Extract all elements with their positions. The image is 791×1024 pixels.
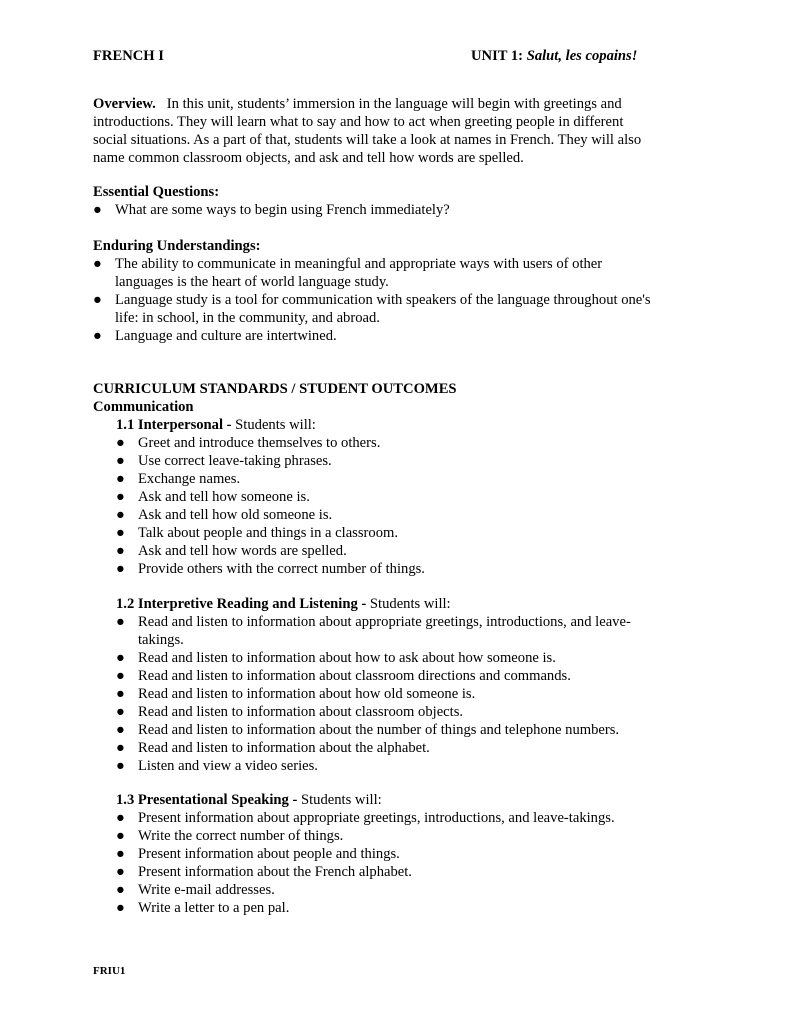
bullet-icon: ● (116, 722, 125, 738)
standards-heading: CURRICULUM STANDARDS / STUDENT OUTCOMES (93, 381, 457, 397)
list-item: ● Read and listen to information about the alphabet. (116, 740, 430, 756)
bullet-icon: ● (116, 828, 125, 844)
bullet-icon: ● (116, 561, 125, 577)
list-item: ● Ask and tell how old someone is. (116, 507, 333, 523)
standard-1-2-heading: 1.2 Interpretive Reading and Listening - Students will: (116, 596, 451, 612)
overview-paragraph (93, 95, 713, 167)
list-item: ● Exchange names. (116, 471, 241, 487)
bullet-icon: ● (116, 614, 125, 630)
standard-1-2-list (116, 613, 716, 775)
bullet-icon: ● (116, 758, 125, 774)
list-item: ● Greet and introduce themselves to others. (116, 435, 381, 451)
bullet-icon: ● (116, 507, 125, 523)
standard-1-1-heading: 1.1 Interpersonal - Students will: (116, 417, 316, 433)
bullet-icon: ● (116, 740, 125, 756)
bullet-icon: ● (116, 864, 125, 880)
bullet-icon: ● (116, 882, 125, 898)
bullet-icon: ● (116, 435, 125, 451)
bullet-icon: ● (93, 256, 102, 272)
list-item: ● Present information about people and things. (116, 846, 400, 862)
essential-questions-list (93, 201, 450, 219)
bullet-icon: ● (116, 704, 125, 720)
communication-heading: Communication (93, 399, 194, 415)
list-item: ● Listen and view a video series. (116, 758, 318, 774)
bullet-icon: ● (116, 489, 125, 505)
list-item: ● Language study is a tool for communication with speakers of the language throughout one's life: in school, in the community, and abroad. (93, 292, 651, 326)
overview-line: introductions. They will learn what to say and how to act when greeting people in different (93, 114, 624, 130)
list-item: ● Ask and tell how words are spelled. (116, 543, 347, 559)
list-item: ● Read and listen to information about how old someone is. (116, 686, 476, 702)
essential-questions-heading: Essential Questions: (93, 184, 220, 200)
list-item: ● Write the correct number of things. (116, 828, 344, 844)
list-item: ● Ask and tell how someone is. (116, 489, 310, 505)
list-item: ● What are some ways to begin using French immediately? (93, 202, 450, 218)
standard-1-3-heading: 1.3 Presentational Speaking - Students will: (116, 792, 382, 808)
bullet-icon: ● (116, 900, 125, 916)
bullet-icon: ● (93, 202, 102, 218)
bullet-icon: ● (116, 543, 125, 559)
overview-line: name common classroom objects, and ask and tell how words are spelled. (93, 150, 524, 166)
bullet-icon: ● (116, 846, 125, 862)
unit-prefix: UNIT 1: (471, 48, 524, 64)
standard-1-1-list (116, 434, 425, 578)
unit-title (471, 47, 637, 65)
bullet-icon: ● (116, 453, 125, 469)
bullet-icon: ● (116, 668, 125, 684)
list-item: ● Use correct leave-taking phrases. (116, 453, 332, 469)
bullet-icon: ● (116, 525, 125, 541)
course-title: FRENCH I (93, 48, 164, 64)
list-item: ● The ability to communicate in meaningful and appropriate ways with users of other languages is the heart of world language study. (93, 256, 603, 290)
list-item: ● Write a letter to a pen pal. (116, 900, 290, 916)
bullet-icon: ● (93, 292, 102, 308)
overview-line: In this unit, students’ immersion in the language will begin with greetings and (166, 96, 622, 112)
bullet-icon: ● (116, 650, 125, 666)
enduring-understandings-heading: Enduring Understandings: (93, 238, 261, 254)
list-item: ● Read and listen to information about how to ask about how someone is. (116, 650, 556, 666)
overview-line: social situations. As a part of that, students will take a look at names in French. They will also (93, 132, 642, 148)
list-item: ● Read and listen to information about classroom directions and commands. (116, 668, 571, 684)
list-item: ● Provide others with the correct number of things. (116, 561, 425, 577)
enduring-understandings-list (93, 255, 713, 345)
page-footer-code: FRIU1 (93, 965, 126, 977)
list-item: ● Present information about appropriate greetings, introductions, and leave-takings. (116, 810, 615, 826)
bullet-icon: ● (116, 686, 125, 702)
bullet-icon: ● (93, 328, 102, 344)
list-item: ● Read and listen to information about classroom objects. (116, 704, 464, 720)
list-item: ● Read and listen to information about the number of things and telephone numbers. (116, 722, 620, 738)
list-item: ● Write e-mail addresses. (116, 882, 275, 898)
list-item: ● Read and listen to information about appropriate greetings, introductions, and leave- takings. (116, 614, 631, 648)
bullet-icon: ● (116, 471, 125, 487)
list-item: ● Language and culture are intertwined. (93, 328, 337, 344)
standard-1-3-list (116, 809, 615, 917)
overview-label: Overview. (93, 96, 156, 112)
bullet-icon: ● (116, 810, 125, 826)
list-item: ● Talk about people and things in a classroom. (116, 525, 398, 541)
list-item: ● Present information about the French alphabet. (116, 864, 412, 880)
unit-name: Salut, les copains! (526, 48, 638, 64)
